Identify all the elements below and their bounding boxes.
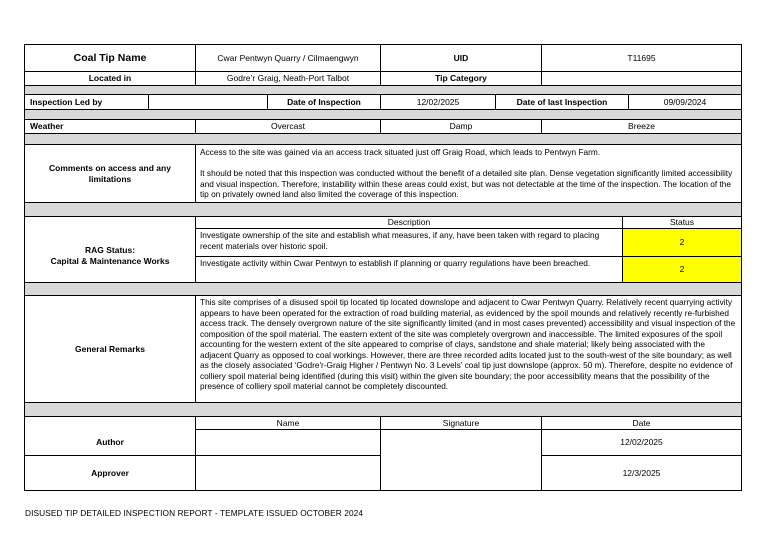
signoff-name-header: Name	[276, 417, 300, 428]
author-date: 12/02/2025	[620, 437, 663, 448]
comments-access-text: Access to the site was gained via an access track situated just off Graig Road, which leads to Pentwyn Farm.	[200, 147, 601, 157]
signoff-date-header: Date	[632, 417, 651, 428]
uid-value: T11695	[627, 52, 656, 63]
weather-value: Overcast	[270, 121, 305, 132]
inspection-led-by-value	[149, 95, 267, 109]
author-label: Author	[96, 437, 124, 448]
rag-status-label: RAG Status: Capital & Maintenance Works	[50, 245, 170, 266]
comments-limitations-text: It should be noted that this inspection was conducted without the benefit of a detailed site plan. Dense vegetation significantly limited accessibility and visual inspection. Therefore, instability within these areas could exist, but was not detectable at the time of the inspection. The location of the tip on privately owned land also limited the coverage of this inspection.	[200, 168, 733, 199]
date-of-last-inspection-label: Date of last Inspection	[516, 96, 608, 107]
weather-value: Breeze	[628, 121, 655, 132]
rag-status-header: Status	[669, 217, 695, 228]
rag-item-description: Investigate activity within Cwar Pentwyn to establish if planning or quarry regulations have been breached.	[200, 258, 591, 268]
approver-date: 12/3/2025	[622, 467, 661, 478]
date-of-inspection-label: Date of Inspection	[287, 96, 361, 107]
date-of-last-inspection-value: 09/09/2024	[663, 96, 707, 107]
rag-description-header: Description	[387, 217, 431, 228]
located-in-label: Located in	[88, 73, 132, 84]
rag-item-status: 2	[679, 237, 685, 248]
signoff-signature-header: Signature	[442, 417, 480, 428]
tip-category-value	[542, 72, 741, 85]
approver-label: Approver	[91, 467, 129, 478]
rag-item-status: 2	[679, 264, 685, 275]
tip-category-label: Tip Category	[435, 73, 487, 84]
inspection-led-by-label: Inspection Led by	[30, 96, 103, 107]
located-in-value: Godre’r Graig, Neath-Port Talbot	[226, 73, 350, 84]
report-footer: DISUSED TIP DETAILED INSPECTION REPORT - TEMPLATE ISSUED OCTOBER 2024	[25, 508, 364, 518]
coal-tip-name-label: Coal Tip Name	[73, 51, 147, 64]
uid-label: UID	[453, 52, 469, 63]
general-remarks-label: General Remarks	[75, 343, 145, 354]
weather-value: Damp	[449, 121, 473, 132]
coal-tip-name-value: Cwar Pentwyn Quarry / Cilmaengwyn	[217, 52, 359, 63]
general-remarks-text: This site comprises of a disused spoil tip located tip located downslope and adjacent to Cwar Pentwyn Quarry. Relatively recent quarrying activity appears to have been operated for the extraction of road building material, as evidenced by the spoil mounds and relatively recently re-furbished access track. The densely overgrown nature of the site significantly limited (and in most cases prevented) accessibility and visual inspection of the composition of the spoil material. The eastern extent of the site was completely overgrown and inaccessible. The limited exposures of the spoil accounting for the western extent of the site appeared to comprise of clays, sandstone and shale material; likely being associated with the adjacent Quarry as opposed to coal workings. However, there are three recorded adits located just to the south-west of the site boundary; as well as the closely associated ‘Godre'r-Graig Higher / Pentwyn No. 3 Levels’ coal tip just downslope (approx. 50 m). Therefore, despite no evidence of colliery spoil material being identified (during this visit) within the given site boundary; the poor accessibility means that the possibility of the presence of colliery spoil material cannot be completely discounted.	[200, 297, 736, 391]
comments-label: Comments on access and any limitations	[49, 163, 171, 184]
rag-item-description: Investigate ownership of the site and establish what measures, if any, have been taken with regard to placing recent materials over historic spoil.	[200, 230, 600, 251]
weather-label: Weather	[30, 121, 64, 132]
date-of-inspection-value: 12/02/2025	[416, 96, 460, 107]
